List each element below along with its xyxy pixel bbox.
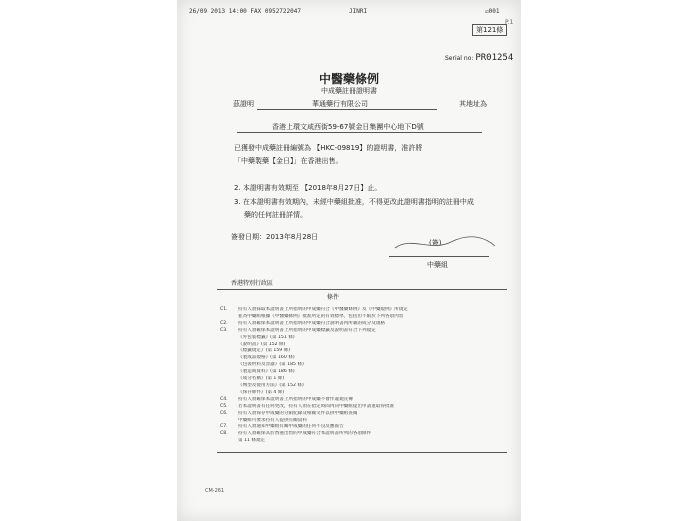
footer-code: CM-261 bbox=[205, 488, 225, 494]
document-subtitle: 中成藥註冊證明書 bbox=[321, 87, 377, 95]
condition-item: 並為中藥組根據《中醫藥條例》批准所定的有效標準，包括但不限於下列各項內容 bbox=[238, 313, 404, 319]
signature-note: (簽) bbox=[429, 239, 442, 247]
form-number: 第121條 bbox=[472, 24, 507, 36]
signature-mark bbox=[391, 234, 501, 254]
item-3-number: 3. bbox=[234, 198, 241, 206]
condition-item: 《外包裝標籤》(第 151 條) bbox=[238, 334, 295, 340]
notes-divider bbox=[217, 289, 507, 290]
item-2-text: 本證明書有效期至 【2018年8月27日】止。 bbox=[242, 184, 382, 192]
serial-value: PR01254 bbox=[475, 53, 514, 63]
condition-item: 第 11 條規定 bbox=[238, 438, 266, 444]
region-name: 香港特別行政區 bbox=[231, 280, 274, 287]
holder-underline bbox=[257, 109, 437, 110]
condition-item: C6. 持有人須保存中成藥的分銷紀錄及相關文件以供中藥組查閱 bbox=[220, 410, 358, 416]
document-title: 中醫藥條例 bbox=[318, 72, 379, 86]
condition-item: C3. 持有人須確保本證明書上所指明的中成藥標籤及說明書符合下列規定 bbox=[220, 327, 376, 333]
notes-bottom-divider bbox=[217, 452, 507, 453]
condition-item: 《保存條件》(第 4 條) bbox=[238, 389, 285, 395]
item-3-line-2: 藥的任何註冊詳情。 bbox=[244, 211, 307, 219]
fax-header-page: ☑001 bbox=[485, 8, 500, 15]
condition-item: 《劑型及使用方法》(第 152 條) bbox=[238, 382, 304, 388]
conditions-list bbox=[220, 307, 490, 445]
address-underline bbox=[237, 132, 482, 133]
committee-name: 中藥組 bbox=[427, 261, 448, 269]
item-2-number: 2. bbox=[234, 184, 241, 192]
item-1-line-2: 「中藥製藥【金日】」在香港出售。 bbox=[234, 157, 343, 165]
condition-item: C4. 持有人須確保本證明書上所指明的中成藥不會作違規宣傳 bbox=[220, 396, 353, 402]
condition-item: C1. 持有人須採取本證明書上所指明的中成藥符合《中醫藥條例》及《中藥規例》所規定 bbox=[220, 307, 408, 312]
item-1 bbox=[234, 142, 422, 168]
fax-header-timestamp: 26/09 2013 14:00 FAX 0952722047 bbox=[189, 8, 301, 15]
serial-number bbox=[445, 53, 513, 63]
condition-item: C2. 持有人須確保本證明書上所指明的中成藥符合說明書內所載的成分及規格 bbox=[220, 320, 386, 326]
condition-item: C7. 持有人須通知中藥組有關中成藥的任何不良反應報告 bbox=[220, 424, 344, 430]
condition-item: 《成分名稱》(第 1 條) bbox=[238, 376, 285, 382]
serial-label: Serial no: bbox=[445, 55, 474, 62]
condition-item: 《製成品規格》(第 160 條) bbox=[238, 355, 295, 361]
fax-page-icon: ☑ bbox=[485, 8, 489, 15]
issue-date: 簽發日期：2013年8月28日 bbox=[231, 233, 319, 241]
holder-suffix: 其地址為 bbox=[459, 100, 487, 108]
holder-name: 華通藥行有限公司 bbox=[312, 100, 368, 108]
condition-item: C8. 持有人須確保其於香港出售的中成藥符合本證明書所列的各項條件 bbox=[220, 431, 372, 437]
holder-prefix: 茲證明 bbox=[233, 100, 254, 108]
fax-header-sender: JINRI bbox=[349, 8, 368, 15]
corner-mark: P.1 bbox=[505, 19, 514, 26]
holder-address: 香港上環文咸西街59-67號金日集團中心地下D號 bbox=[272, 123, 424, 131]
document-page bbox=[177, 0, 521, 521]
notes-heading: 條件 bbox=[327, 294, 340, 301]
condition-item: 《標籤規定》(第 159 條) bbox=[238, 348, 291, 354]
item-1-line-1: 已獲發中成藥註冊編號為 【HKC-09819】的證明書，准許將 bbox=[234, 144, 423, 152]
condition-item: 中藥組可要求持有人提供有關資料 bbox=[238, 417, 307, 423]
condition-item: 《製造商資料》(第 186 條) bbox=[238, 369, 295, 375]
condition-item: 《包裝材料及容器》(第 185 條) bbox=[238, 362, 304, 368]
item-3 bbox=[234, 196, 474, 222]
signature-underline bbox=[389, 256, 489, 257]
condition-item: C5. 若本證明書有任何更改，持有人須在指定時間內向中藥組提出申請並取得批准 bbox=[220, 403, 395, 409]
condition-item: 《說明書》(第 152 條) bbox=[238, 341, 286, 347]
item-3-line-1: 在本證明書有效期內，未經中藥組批准，不得更改此證明書指明的註冊中成 bbox=[242, 198, 474, 206]
item-2 bbox=[234, 182, 381, 195]
